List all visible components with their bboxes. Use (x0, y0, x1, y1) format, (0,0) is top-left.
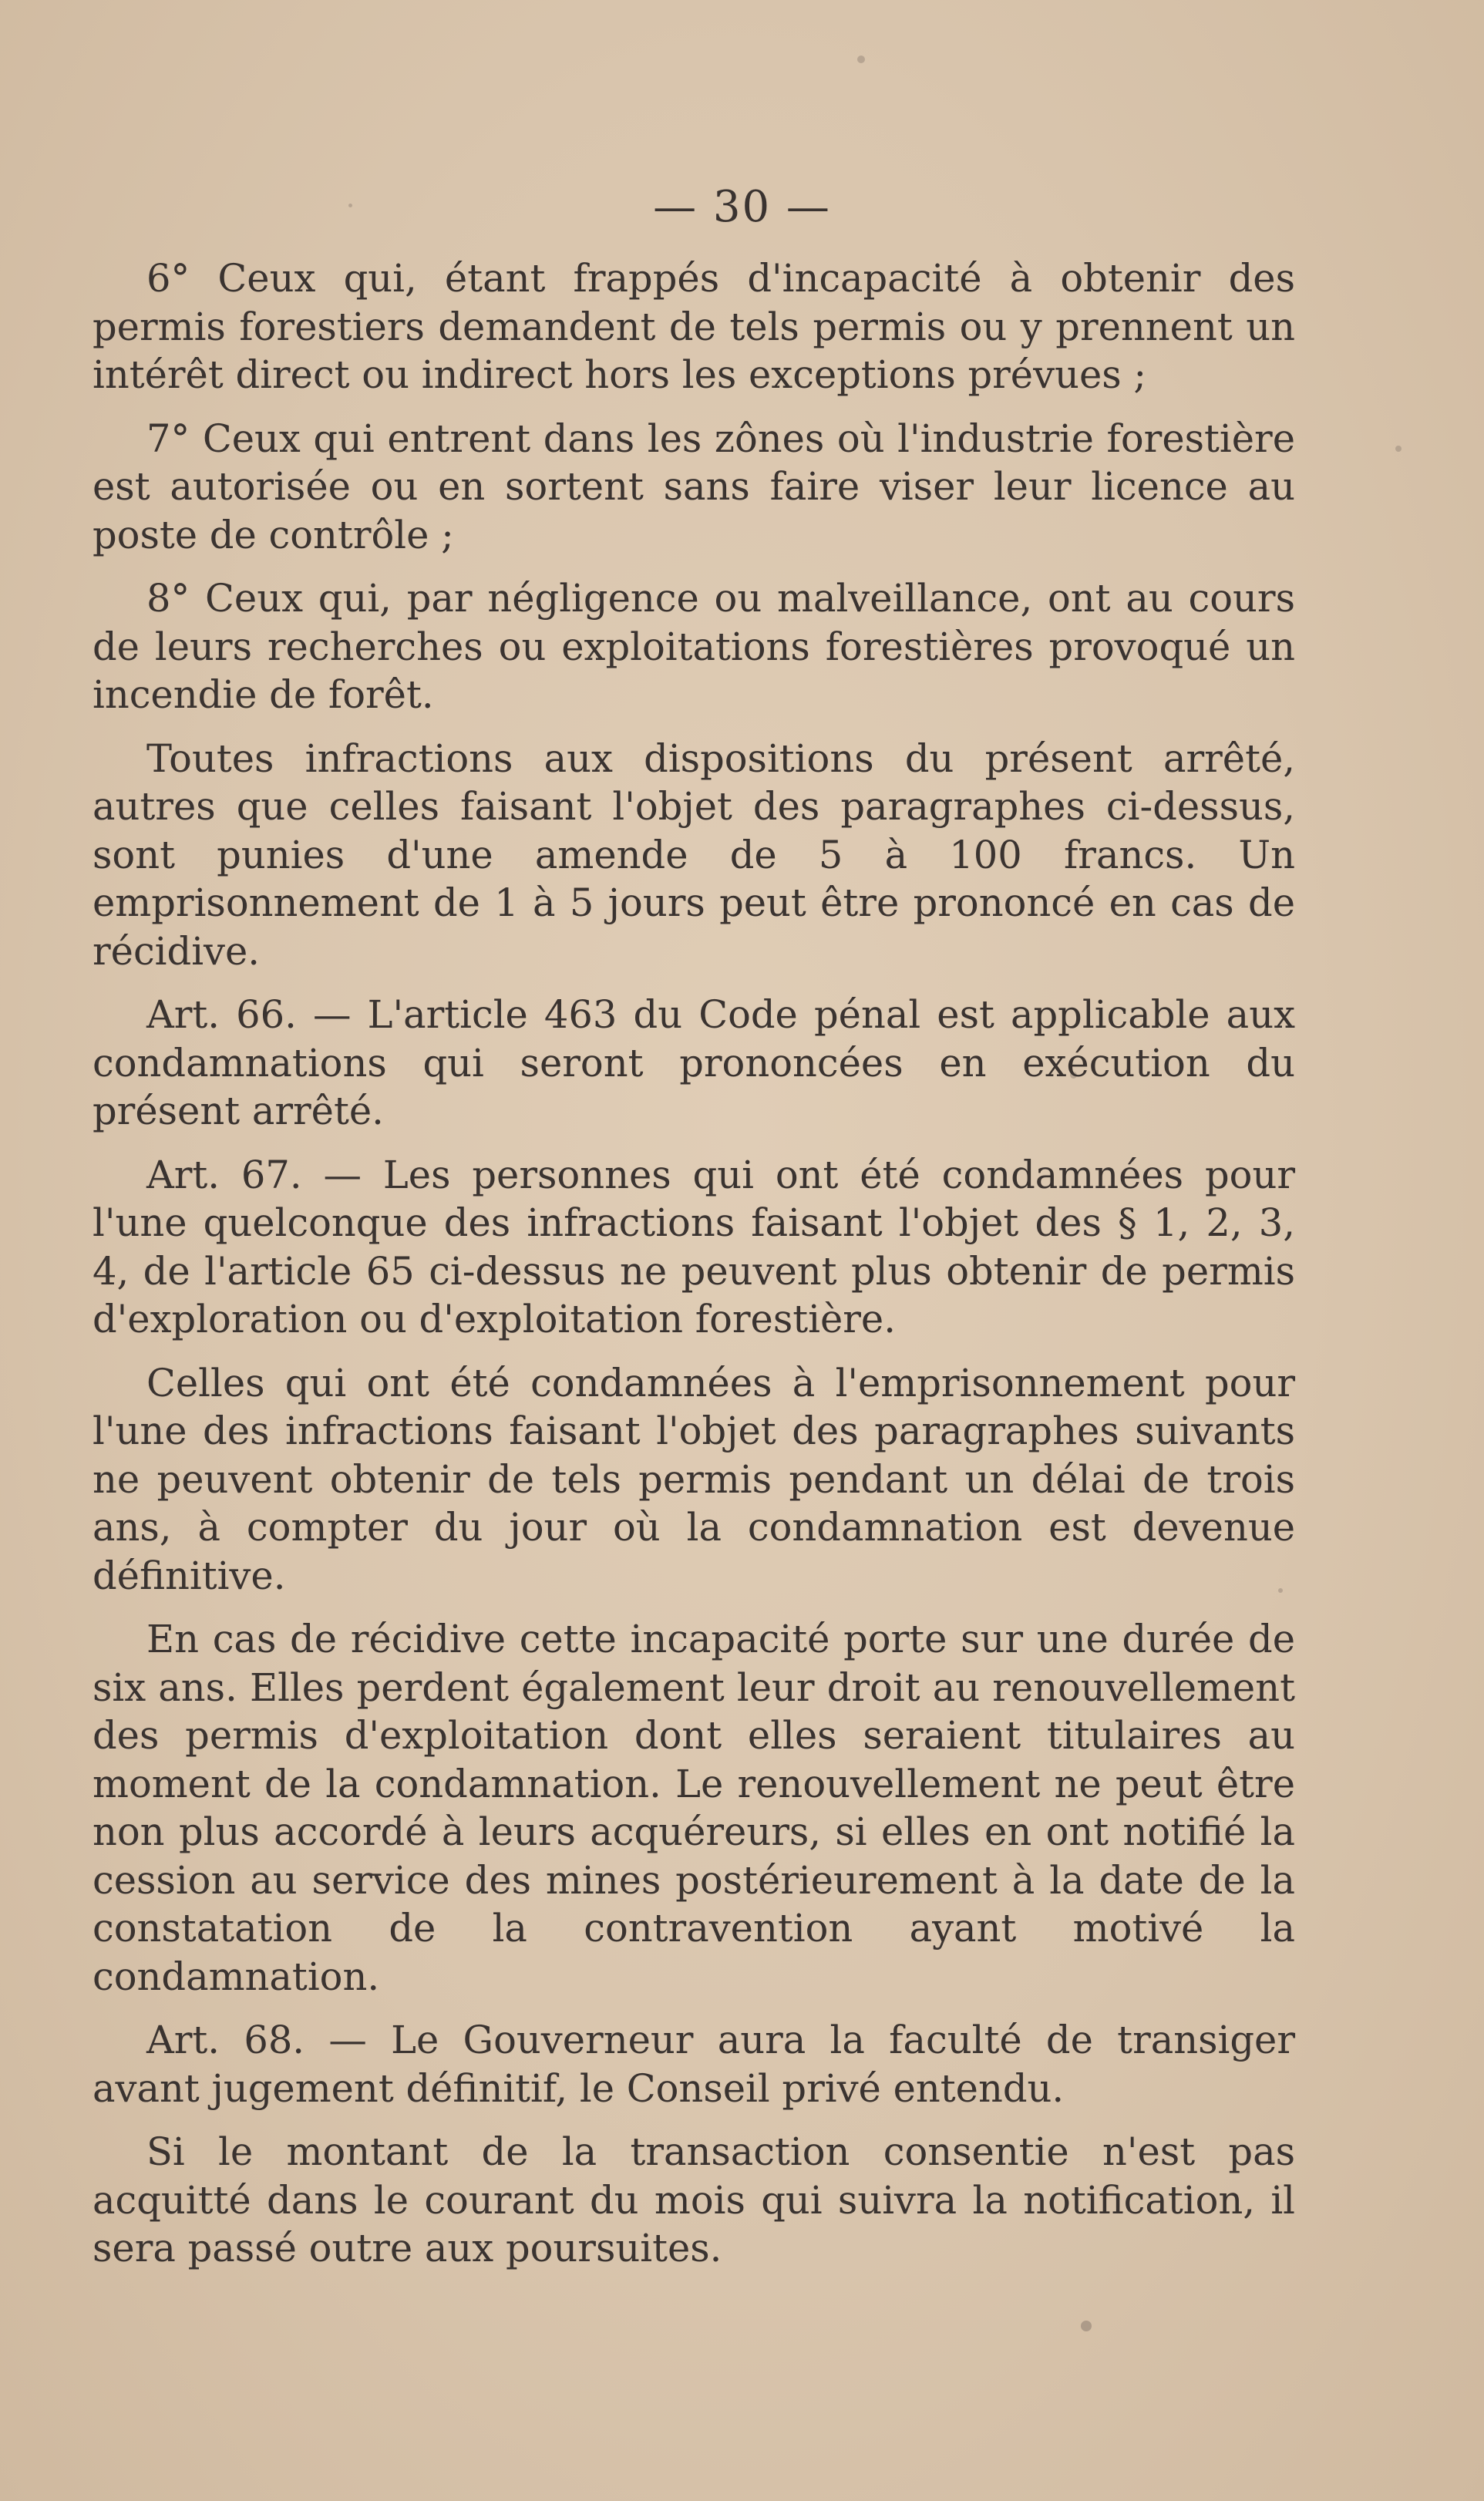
paragraph-other-infractions: Toutes infractions aux dispositions du présent arrêté, autres que celles faisant l'objet des paragraphes ci-dessus, sont punies d'une amende de 5 à 100 francs. Un emprisonnement de 1 à 5 jours peut être prononcé en cas de récidive. (93, 735, 1295, 974)
paper-speck (1395, 446, 1402, 452)
paragraph-article-67: Art. 67. — Les personnes qui ont été condamnées pour l'une quelconque des infractions faisant l'objet des § 1, 2, 3, 4, de l'article 65 ci-dessus ne peuvent plus obtenir de permis d'exploration ou d'exploitation forestière. (93, 1152, 1295, 1341)
paragraph-article-67-cont: Celles qui ont été condamnées à l'emprisonnement pour l'une des infractions faisant l'objet des paragraphes suivants ne peuvent obtenir de tels permis pendant un délai de trois ans, à compter du jour où la condamnation est devenue définitive. (93, 1360, 1295, 1598)
paragraph-article-68: Art. 68. — Le Gouverneur aura la faculté de transiger avant jugement définitif, le Conseil privé entendu. (93, 2018, 1295, 2111)
paragraph-item-6: 6° Ceux qui, étant frappés d'incapacité à obtenir des permis forestiers demandent de tels permis ou y prennent un intérêt direct ou indirect hors les exceptions prévues ; (93, 256, 1295, 397)
paragraph-article-66: Art. 66. — L'article 463 du Code pénal est applicable aux condamnations qui seront prononcées en exécution du présent arrêté. (93, 992, 1295, 1133)
paper-speck (857, 56, 865, 63)
body-text (93, 254, 1295, 2288)
page-number: — 30 — (653, 182, 831, 232)
paragraph-item-8: 8° Ceux qui, par négligence ou malveillance, ont au cours de leurs recherches ou exploitations forestières provoqué un incendie de forêt. (93, 576, 1295, 717)
paper-speck (1081, 2321, 1092, 2331)
paragraph-transaction: Si le montant de la transaction consentie n'est pas acquitté dans le courant du mois qui suivra la notification, il sera passé outre aux poursuites. (93, 2129, 1295, 2270)
paragraph-recidive: En cas de récidive cette incapacité porte sur une durée de six ans. Elles perdent également leur droit au renouvellement des permis d'exploitation dont elles seraient titulaires au moment de la condamnation. Le renouvellement ne peut être non plus accordé à leurs acquéreurs, si elles en ont notifié la cession au service des mines postérieurement à la date de la constatation de la contravention ayant motivé la condamnation. (93, 1617, 1295, 1999)
paragraph-item-7: 7° Ceux qui entrent dans les zônes où l'industrie forestière est autorisée ou en sortent sans faire viser leur licence au poste de contrôle ; (93, 416, 1295, 557)
